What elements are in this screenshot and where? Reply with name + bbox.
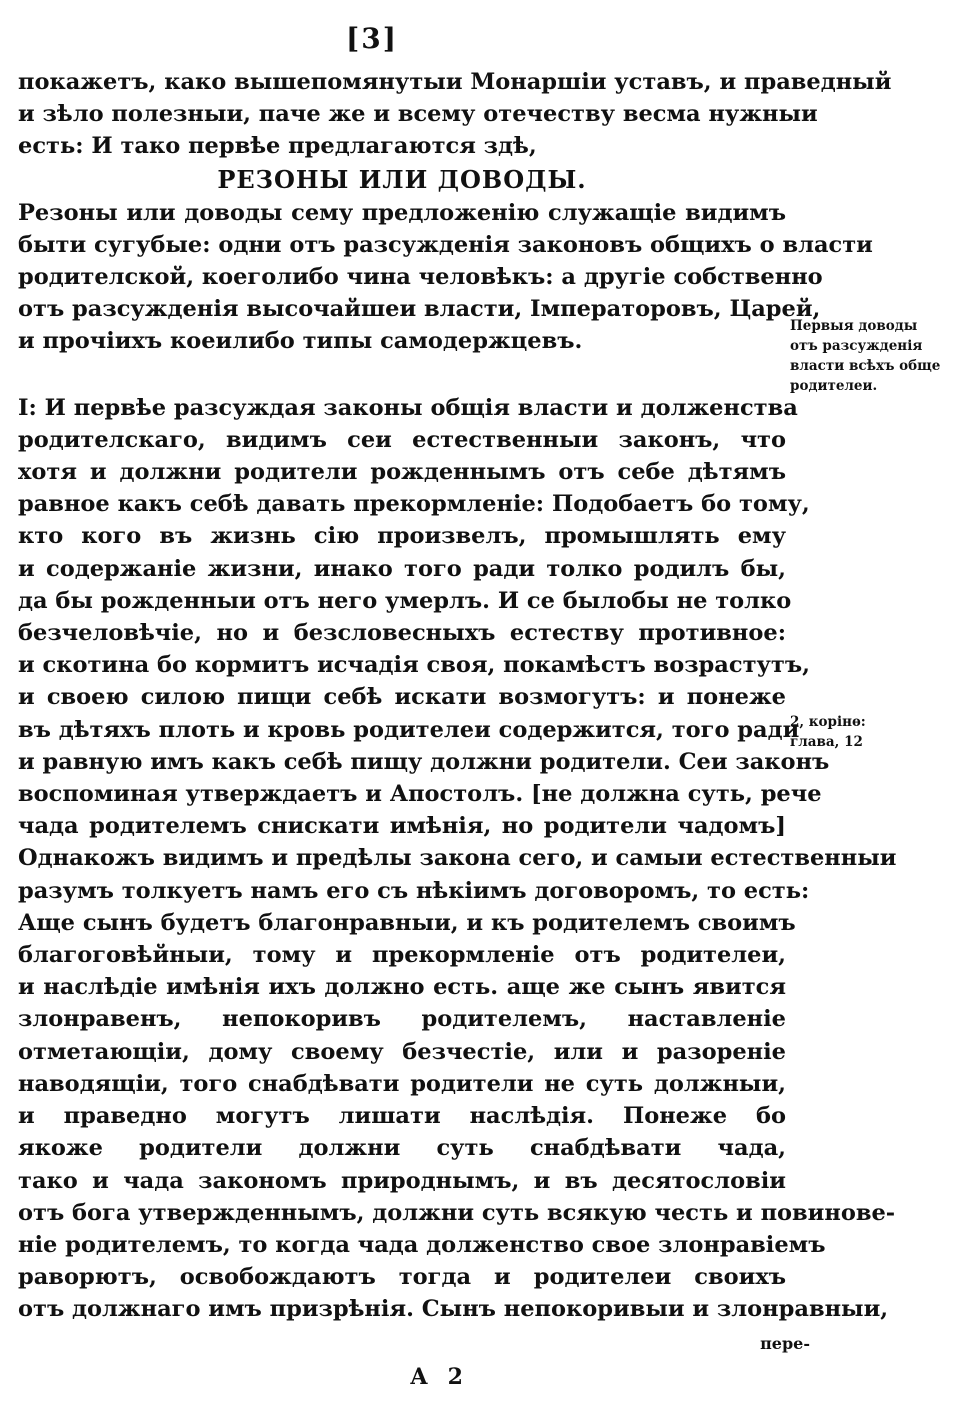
text-line: и прочiихъ коеилибо типы самодержцевъ. [18, 328, 583, 355]
text-line: и наслѣдiе имѣнiя ихъ должно есть. аще же сынъ явится [18, 974, 786, 1001]
margin-note-corinthians [790, 712, 972, 752]
text-line: и зѣло полезныи, паче же и всему отечеству весма нужныи [18, 101, 818, 128]
text-line: I: И первѣе разсуждая законы общiя власти и долженства [18, 394, 798, 421]
text-line: есть: И тако первѣе предлагаются здѣ, [18, 133, 537, 160]
text-line: раворютъ, освобождаютъ тогда и родителеи своихъ [18, 1264, 786, 1291]
text-line: отъ бога утвержденнымъ, должни суть всякую честь и повинове- [18, 1199, 896, 1226]
text-line: да бы рожденныи отъ него умерлъ. И се былобы не толко [18, 587, 792, 614]
margin-note-line: глава, 12 [790, 734, 863, 750]
text-line: отъ разсужденiя высочайшеи власти, Iмператоровъ, Царей, [18, 296, 821, 323]
text-line: и своею силою пищи себѣ искати возмогутъ: и понеже [18, 684, 786, 711]
margin-note-line: Первыя доводы [790, 318, 918, 334]
paragraph-gap [18, 358, 786, 392]
text-line: быти сугубые: одни отъ разсужденiя законовъ общихъ о власти [18, 231, 873, 258]
text-line: злонравенъ, непокоривъ родителемъ, наставленiе [18, 1006, 786, 1033]
margin-note-line: отъ разсужденiя [790, 338, 923, 354]
margin-note-line: родителеи. [790, 378, 878, 394]
text-line: якоже родители должни суть снабдѣвати чада, [18, 1135, 786, 1162]
text-line: Однакожъ видимъ и предѣлы закона сего, и самыи естественныи [18, 845, 897, 872]
section-heading: РЕЗОНЫ ИЛИ ДОВОДЫ. [217, 164, 587, 194]
text-line: покажетъ, како вышепомянутыи Монаршiи уставъ, и праведный [18, 69, 892, 95]
text-line: и содержанiе жизни, инако того ради толко родилъ бы, [18, 555, 786, 582]
text-line: разумъ толкуетъ намъ его съ нѣкiимъ договоромъ, то есть: [18, 877, 810, 904]
text-line: хотя и должни родители рожденнымъ отъ себе дѣтямъ [18, 459, 786, 486]
text-line: благоговѣйныи, тому и прекормленiе отъ родителеи, [18, 942, 786, 969]
margin-note-line: власти всѣхъ обще [790, 358, 941, 374]
text-line: безчеловѣчiе, но и безсловесныхъ естеству противное: [18, 620, 786, 647]
text-line: въ дѣтяхъ плоть и кровь родителеи содержится, того ради [18, 716, 800, 743]
page-number: [3] [346, 22, 398, 55]
text-line: нiе родителемъ, то когда чада долженство свое злонравiемъ [18, 1231, 826, 1258]
text-line: Резоны или доводы сему предложенiю служащiе видимъ [18, 199, 786, 226]
text-line: родителскаго, видимъ сеи естественныи законъ, что [18, 426, 786, 453]
text-line: отметающiи, дому своему безчестiе, или и разоренiе [18, 1038, 786, 1065]
text-line: отъ должнаго имъ призрѣнiя. Сынъ непокоривыи и злонравныи, [18, 1296, 889, 1323]
text-line: чада родителемъ снискати имѣнiя, но родители чадомъ] [18, 813, 786, 840]
text-line: Аще сынъ будетъ благонравныи, и къ родителемъ своимъ [18, 909, 796, 936]
signature-mark: А 2 [410, 1364, 469, 1390]
text-line: родителской, коеголибо чина человѣкъ: а другiе собственно [18, 264, 823, 291]
text-line: кто кого въ жизнь сiю произвелъ, промышлять ему [18, 523, 786, 550]
text-line: равное какъ себѣ давать прекормленiе: Подобаетъ бо тому, [18, 491, 810, 518]
text-line: тако и чада закономъ природнымъ, и въ десятословiи [18, 1167, 786, 1194]
text-line: и праведно могутъ лишати наслѣдiя. Понеже бо [18, 1103, 786, 1130]
text-line: наводящiи, того снабдѣвати родители не суть должныи, [18, 1070, 786, 1097]
text-line: и скотина бо кормитъ исчадiя своя, покамѣстъ возрастутъ, [18, 652, 810, 679]
margin-note-line: 2, корiнѳ: [790, 714, 866, 730]
margin-note-first-arguments [790, 316, 972, 396]
catchword: пере- [760, 1334, 810, 1353]
text-line: и равную имъ какъ себѣ пищу должни родители. Сеи законъ [18, 748, 830, 775]
text-line: воспоминая утверждаетъ и Апостолъ. [не должна суть, рече [18, 781, 822, 808]
